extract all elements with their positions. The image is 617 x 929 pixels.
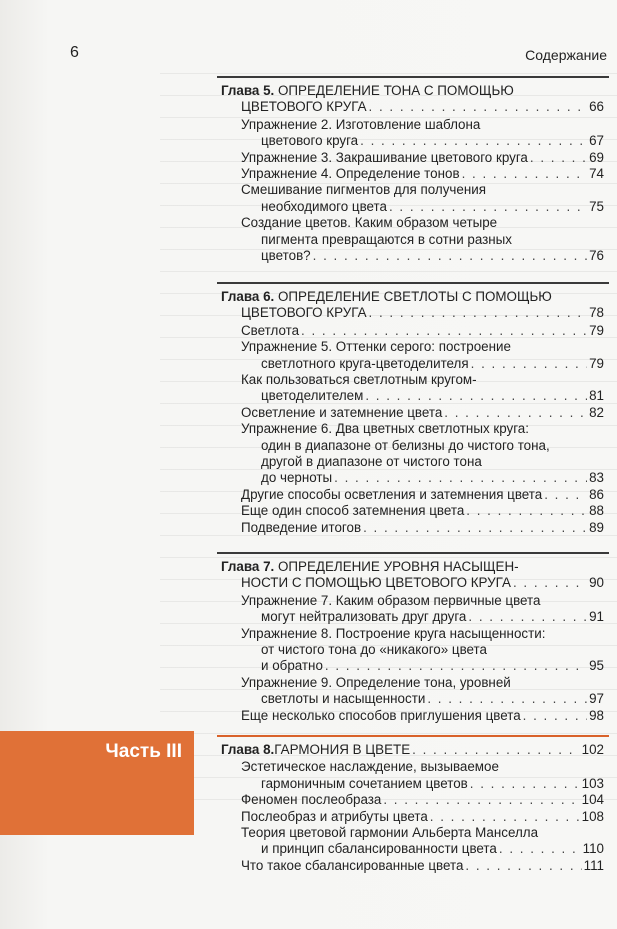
entry-page-number: 98 — [589, 707, 604, 723]
dot-leader — [369, 305, 588, 321]
entry-title-line: другой в диапазоне от чистого тона — [261, 454, 482, 470]
entry-page-number: 91 — [589, 609, 604, 625]
running-header: Содержание — [525, 47, 607, 63]
entry-page-number: 104 — [581, 792, 604, 808]
section-rule — [217, 76, 609, 78]
entry-page-number: 102 — [581, 742, 604, 757]
chapter-number: Глава 6. — [221, 289, 275, 304]
entry-page-number: 81 — [589, 388, 604, 404]
entry-title-line: один в диапазоне от белизны до чистого тона, — [261, 437, 550, 453]
dot-leader — [544, 487, 587, 503]
entry-title-line: ЦВЕТОВОГО КРУГА — [241, 99, 367, 115]
toc-chapter-entry — [221, 289, 604, 322]
entry-page-number: 75 — [589, 198, 604, 214]
entry-title-line: светлоты и насыщенности — [261, 691, 426, 707]
toc-subentry — [221, 150, 604, 166]
entry-title-line: Упражнение 2. Изготовление шаблона — [241, 116, 481, 132]
dot-leader — [499, 841, 581, 857]
entry-page-number: 76 — [589, 248, 604, 264]
entry-title-line: цветов? — [261, 248, 311, 264]
entry-title-line: Осветление и затемнение цвета — [241, 404, 443, 420]
entry-title-line: пигмента превращаются в сотни разных — [261, 231, 512, 247]
toc-chapter-entry — [221, 742, 604, 758]
entry-page-number: 79 — [589, 355, 604, 371]
entry-title-line: Эстетическое наслаждение, вызываемое — [241, 759, 499, 775]
entry-title-line: Упражнение 9. Определение тона, уровней — [241, 674, 511, 690]
dot-leader — [301, 323, 587, 339]
entry-title-line: цветоделителем — [261, 388, 364, 404]
entry-page-number: 66 — [589, 99, 604, 115]
entry-title-line: Еще несколько способов приглушения цвета — [241, 707, 521, 723]
part-label: Часть III — [105, 741, 182, 762]
entry-title-line: Упражнение 5. Оттенки серого: построение — [241, 339, 511, 355]
entry-page-number: 111 — [583, 857, 604, 873]
toc-section-chapter-8 — [221, 742, 604, 874]
entry-title-line: ГАРМОНИЯ В ЦВЕТЕ — [274, 742, 411, 757]
dot-leader — [530, 150, 587, 166]
toc-subentry — [221, 708, 604, 724]
entry-title-line: Светлота — [241, 322, 300, 338]
entry-page-number: 67 — [589, 133, 604, 149]
dot-leader — [444, 405, 587, 421]
entry-title-line: Как пользоваться светлотным кругом- — [241, 372, 477, 388]
dot-leader — [360, 133, 587, 149]
entry-title-line: цветового круга — [261, 133, 359, 149]
entry-title-line: и принцип сбалансированности цвета — [261, 841, 497, 857]
entry-page-number: 79 — [589, 322, 604, 338]
toc-subentry — [221, 809, 604, 825]
entry-title-line: необходимого цвета — [261, 198, 387, 214]
dot-leader — [466, 503, 587, 519]
entry-page-number: 89 — [589, 519, 604, 535]
toc-section-chapter-6 — [221, 289, 604, 536]
entry-page-number: 83 — [589, 470, 604, 486]
toc-subentry — [221, 825, 604, 858]
toc-subentry — [221, 792, 604, 808]
part-tab — [0, 731, 194, 835]
dot-leader — [383, 792, 579, 808]
toc-chapter-entry — [221, 83, 604, 116]
entry-page-number: 74 — [589, 166, 604, 182]
entry-title-line: от чистого тона до «никакого» цвета — [261, 642, 487, 658]
toc-subentry — [221, 858, 604, 874]
dot-leader — [334, 470, 587, 486]
toc-subentry — [221, 520, 604, 536]
toc-section-chapter-5 — [221, 83, 604, 264]
entry-page-number: 90 — [589, 575, 604, 591]
entry-title-line: могут нейтрализовать друг друга — [261, 609, 467, 625]
entry-page-number: 97 — [589, 691, 604, 707]
toc-subentry — [221, 626, 604, 675]
entry-page-number: 108 — [581, 808, 604, 824]
dot-leader — [369, 99, 588, 115]
entry-title-line: ОПРЕДЕЛЕНИЕ ТОНА С ПОМОЩЬЮ — [278, 83, 514, 98]
chapter-number: Глава 8. — [221, 742, 275, 757]
toc-subentry — [221, 372, 604, 405]
entry-title-line: Еще один способ затемнения цвета — [241, 503, 465, 519]
entry-title-line: Подведение итогов — [241, 519, 362, 535]
dot-leader — [427, 691, 587, 707]
entry-page-number: 86 — [589, 486, 604, 502]
entry-title-line: Смешивание пигментов для получения — [241, 182, 486, 198]
entry-title-line: Упражнение 3. Закрашивание цветового круга — [241, 149, 528, 165]
toc-subentry — [221, 759, 604, 792]
dot-leader — [468, 609, 587, 625]
entry-title-line: Упражнение 4. Определение тонов — [241, 166, 460, 182]
chapter-number: Глава 7. — [221, 559, 275, 574]
dot-leader — [412, 742, 580, 758]
entry-page-number: 95 — [589, 658, 604, 674]
toc-subentry — [221, 487, 604, 503]
section-rule-part — [217, 735, 609, 737]
dot-leader — [523, 708, 587, 724]
entry-title-line: НОСТИ С ПОМОЩЬЮ ЦВЕТОВОГО КРУГА — [241, 575, 511, 591]
entry-title-line: Упражнение 7. Каким образом первичные цвета — [241, 592, 541, 608]
section-rule — [217, 282, 609, 284]
entry-title-line: до черноты — [261, 470, 333, 486]
toc-subentry — [221, 503, 604, 519]
toc-chapter-entry — [221, 559, 604, 592]
toc-subentry — [221, 215, 604, 264]
section-rule — [217, 552, 609, 554]
entry-title-line: Теория цветовой гармонии Альберта Манселла — [241, 825, 539, 841]
entry-title-line: Феномен послеобраза — [241, 792, 382, 808]
entry-title-line: светлотного круга-цветоделителя — [261, 355, 469, 371]
dot-leader — [465, 858, 581, 874]
dot-leader — [389, 199, 587, 215]
toc-subentry — [221, 323, 604, 339]
toc-subentry — [221, 421, 604, 487]
entry-page-number: 88 — [589, 503, 604, 519]
dot-leader — [430, 809, 580, 825]
entry-title-line: Послеобраз и атрибуты цвета — [241, 808, 428, 824]
dot-leader — [325, 658, 587, 674]
dot-leader — [313, 248, 587, 264]
entry-page-number: 78 — [589, 305, 604, 321]
dot-leader — [363, 520, 587, 536]
dot-leader — [462, 166, 588, 182]
toc-subentry — [221, 339, 604, 372]
entry-title-line: ОПРЕДЕЛЕНИЕ УРОВНЯ НАСЫЩЕН- — [278, 559, 519, 574]
page-number: 6 — [70, 44, 79, 61]
entry-title-line: и обратно — [261, 658, 323, 674]
dot-leader — [470, 776, 580, 792]
dot-leader — [365, 388, 587, 404]
dot-leader — [513, 575, 587, 591]
entry-title-line: Что такое сбалансированные цвета — [241, 857, 464, 873]
toc-subentry — [221, 593, 604, 626]
entry-title-line: ОПРЕДЕЛЕНИЕ СВЕТЛОТЫ С ПОМОЩЬЮ — [278, 289, 552, 304]
entry-title-line: Упражнение 6. Два цветных светлотных круга: — [241, 421, 529, 437]
toc-section-chapter-7 — [221, 559, 604, 724]
toc-subentry — [221, 117, 604, 150]
entry-page-number: 103 — [581, 775, 604, 791]
toc-subentry — [221, 675, 604, 708]
entry-title-line: гармоничным сочетанием цветов — [261, 775, 468, 791]
entry-page-number: 69 — [589, 149, 604, 165]
entry-title-line: ЦВЕТОВОГО КРУГА — [241, 305, 367, 321]
toc-subentry — [221, 182, 604, 215]
entry-title-line: Другие способы осветления и затемнения цвета — [241, 486, 543, 502]
dot-leader — [471, 356, 587, 372]
chapter-number: Глава 5. — [221, 83, 275, 98]
entry-page-number: 110 — [582, 841, 604, 857]
entry-page-number: 82 — [589, 404, 604, 420]
toc-subentry — [221, 166, 604, 182]
entry-title-line: Упражнение 8. Построение круга насыщенности: — [241, 625, 546, 641]
entry-title-line: Создание цветов. Каким образом четыре — [241, 215, 498, 231]
toc-subentry — [221, 405, 604, 421]
